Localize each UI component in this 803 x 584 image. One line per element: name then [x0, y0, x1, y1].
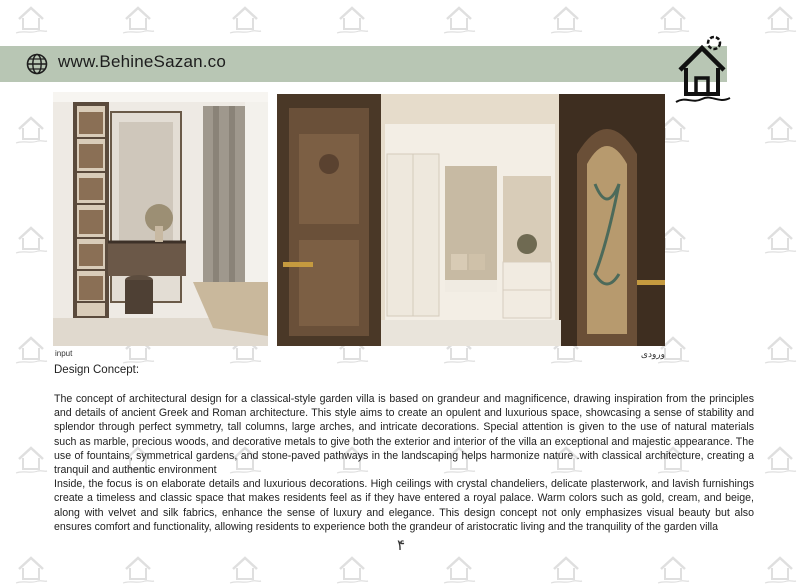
globe-icon: [26, 53, 48, 75]
watermark-house-icon: [442, 4, 476, 34]
entrance-photo-right: [277, 94, 665, 346]
entrance-photo-left: [53, 92, 268, 346]
watermark-house-icon: [14, 224, 48, 254]
concept-body: [54, 392, 754, 534]
watermark-house-icon: [335, 554, 369, 584]
watermark-house-icon: [763, 224, 797, 254]
watermark-house-icon: [763, 444, 797, 474]
photo-caption-left: input: [55, 349, 73, 358]
watermark-house-icon: [228, 554, 262, 584]
watermark-house-icon: [763, 334, 797, 364]
watermark-house-icon: [14, 554, 48, 584]
watermark-house-icon: [763, 554, 797, 584]
website-url[interactable]: www.BehineSazan.co: [58, 52, 227, 71]
concept-paragraph-2: Inside, the focus is on elaborate details and luxurious decorations. High ceilings with crystal chandeliers, delicate plasterwork, and lavish furnishings create a timeless and classic space that makes residents feel as if they have entered a royal palace. Warm colors such as gold, cream, and beige, along with velvet and silk fabrics, enhance the sense of luxury and elegance. This design concept not only emphasizes visual beauty but also ensures comfort and functionality, allowing residents to experience both the grandeur of aristocratic living and the tranquility of the garden villa: [54, 478, 754, 533]
house-logo-icon: [672, 34, 732, 106]
watermark-house-icon: [14, 114, 48, 144]
watermark-house-icon: [549, 4, 583, 34]
concept-title: Design Concept:: [54, 364, 140, 376]
watermark-house-icon: [121, 554, 155, 584]
concept-paragraph-1: The concept of architectural design for a classical-style garden villa is based on grandeur and magnificence, drawing inspiration from the principles and details of ancient Greek and Roman architecture. This style aims to create an opulent and luxurious space, showcasing a sense of stability and splendor through perfect symmetry, tall columns, large arches, and intricate decorations. Special attention is given to the use of natural materials such as marble, precious woods, and decorative metals to give both the exterior and interior of the villa an exceptional and majestic appearance. The use of fountains, symmetrical gardens, and stone-paved pathways in the landscaping helps harmonize nature .with classical architecture, creating a tranquil and authentic environment: [54, 393, 754, 477]
watermark-house-icon: [763, 114, 797, 144]
watermark-house-icon: [442, 554, 476, 584]
watermark-house-icon: [763, 4, 797, 34]
watermark-house-icon: [228, 4, 262, 34]
watermark-house-icon: [121, 4, 155, 34]
page-number: ۴: [397, 537, 406, 554]
watermark-house-icon: [549, 554, 583, 584]
watermark-house-icon: [656, 4, 690, 34]
watermark-house-icon: [335, 4, 369, 34]
watermark-house-icon: [14, 444, 48, 474]
watermark-house-icon: [14, 334, 48, 364]
watermark-house-icon: [14, 4, 48, 34]
watermark-house-icon: [656, 554, 690, 584]
photo-caption-right: ورودی: [640, 349, 665, 359]
